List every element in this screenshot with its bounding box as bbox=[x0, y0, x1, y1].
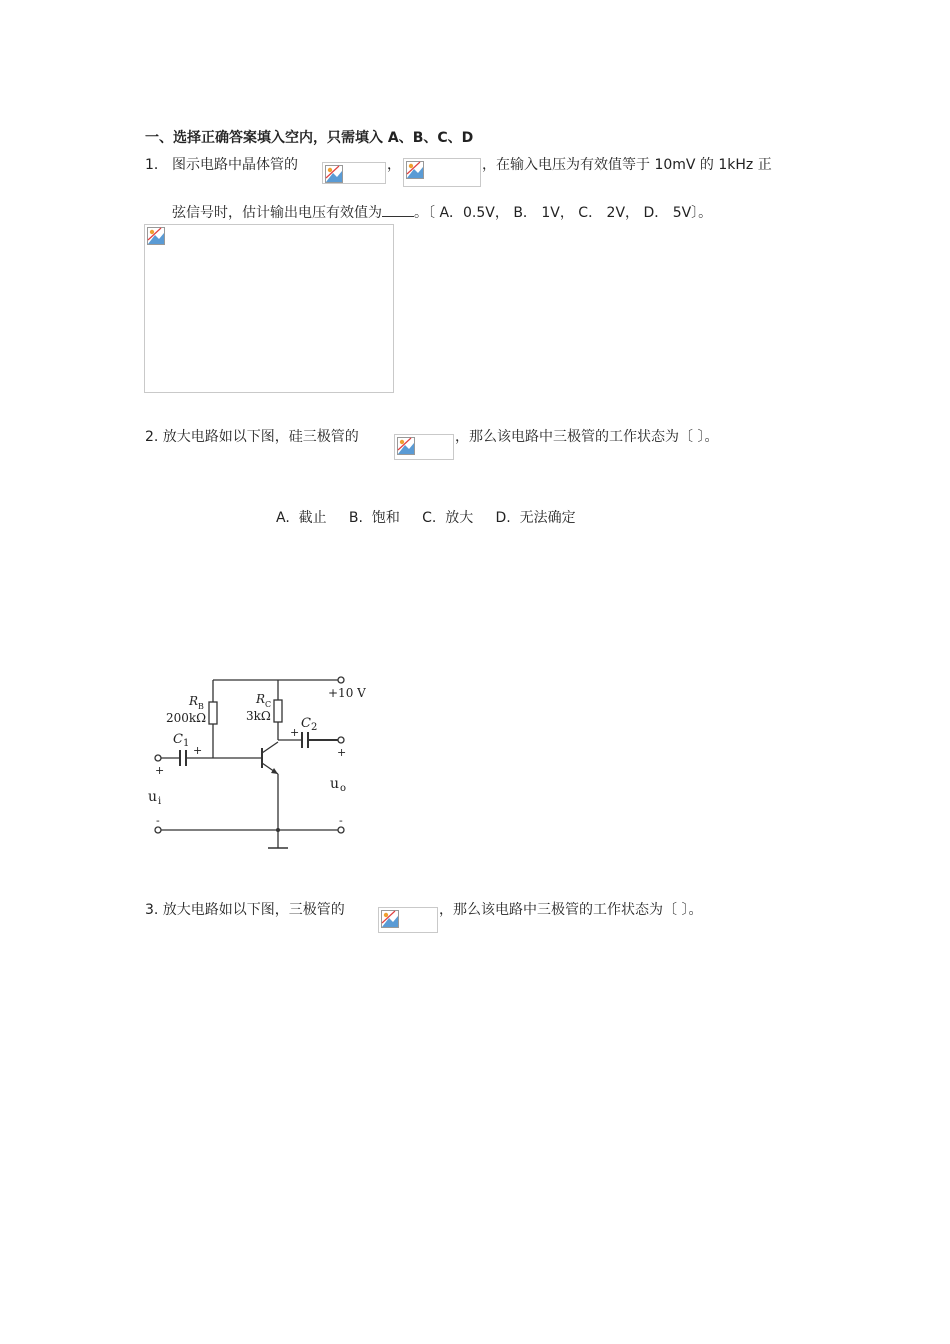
rb-sub: B bbox=[198, 702, 204, 711]
c1-name: C bbox=[173, 732, 183, 747]
q3-text-b: ，那么该电路中三极管的工作状态为〔 〕。 bbox=[439, 902, 703, 918]
q1-text-a: 图示电路中晶体管的 bbox=[172, 157, 298, 173]
q1-separator: ， bbox=[387, 157, 401, 173]
input-minus-label: - bbox=[156, 814, 160, 827]
input-plus-label: + bbox=[155, 764, 165, 777]
resistor-rb bbox=[209, 702, 217, 724]
input-terminal-plus bbox=[155, 755, 161, 761]
output-terminal-minus bbox=[338, 827, 344, 833]
c1-sub: 1 bbox=[183, 738, 190, 749]
output-minus-label: - bbox=[339, 814, 343, 827]
q3-text-a: 3. 放大电路如以下图，三极管的 bbox=[145, 902, 345, 918]
q3-formula-image bbox=[378, 907, 438, 933]
transistor-collector bbox=[262, 742, 278, 753]
uo-sub: o bbox=[340, 783, 347, 794]
resistor-rc bbox=[274, 700, 282, 722]
rb-name: R bbox=[189, 694, 199, 708]
emitter-arrow bbox=[271, 768, 278, 774]
rc-value: 3kΩ bbox=[246, 709, 271, 723]
section-title: 一、选择正确答案填入空内，只需填入 A、B、C、D bbox=[145, 130, 474, 146]
q1-line2-b: 。〔 A．0.5V， B． 1V， C． 2V， D． 5V〕。 bbox=[414, 205, 713, 221]
q2-formula-image bbox=[394, 434, 454, 460]
rc-name: R bbox=[256, 692, 266, 706]
input-terminal-minus bbox=[155, 827, 161, 833]
c2-name: C bbox=[301, 716, 311, 731]
q1-formula-image-1 bbox=[322, 162, 386, 184]
vcc-label: +10 V bbox=[328, 686, 366, 700]
rb-value: 200kΩ bbox=[166, 711, 207, 725]
uo-label: u bbox=[330, 776, 340, 792]
q1-line2 bbox=[172, 202, 712, 222]
answer-blank bbox=[382, 204, 414, 217]
output-plus-label: + bbox=[337, 746, 347, 759]
vcc-terminal bbox=[338, 677, 344, 683]
q2-text-b: ，那么该电路中三极管的工作状态为〔 〕。 bbox=[455, 429, 719, 445]
q2-text-a: 2. 放大电路如以下图，硅三极管的 bbox=[145, 429, 359, 445]
q1-text-b: ，在输入电压为有效值等于 10mV 的 1kHz 正 bbox=[482, 157, 772, 173]
output-terminal-plus bbox=[338, 737, 344, 743]
q2-options: A. 截止 B. 饱和 C. 放大 D. 无法确定 bbox=[276, 510, 576, 526]
c2-sub: 2 bbox=[311, 722, 318, 733]
c2-plus: + bbox=[290, 726, 300, 739]
ui-label: u bbox=[148, 789, 158, 805]
c1-plus: + bbox=[193, 744, 203, 757]
broken-image-icon bbox=[397, 437, 415, 455]
ui-sub: i bbox=[158, 796, 162, 807]
q1-formula-image-2 bbox=[403, 158, 481, 187]
broken-image-icon bbox=[147, 227, 165, 245]
broken-image-icon bbox=[406, 161, 424, 179]
rc-sub: C bbox=[265, 700, 272, 709]
amplifier-circuit-diagram bbox=[140, 670, 380, 860]
broken-image-icon bbox=[381, 910, 399, 928]
broken-image-icon bbox=[325, 165, 343, 183]
q1-circuit-image bbox=[144, 224, 394, 393]
q1-number: 1． bbox=[145, 157, 168, 173]
q1-line2-a: 弦信号时，估计输出电压有效值为 bbox=[172, 205, 382, 221]
